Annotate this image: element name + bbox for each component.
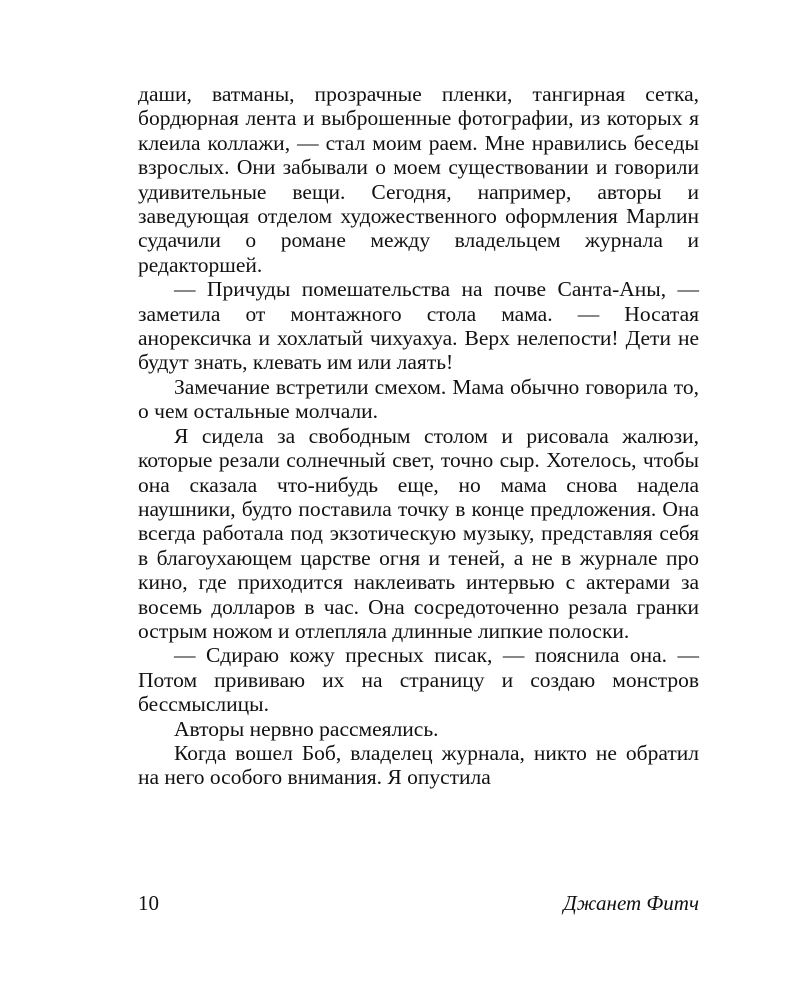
paragraph-continuation: даши, ватманы, прозрачные пленки, тангирная сетка, бордюрная лента и выброшенные фотографии, из которых я клеила коллажи, — стал моим раем. Мне нравились беседы взрослых. Они забывали о моем существовании и говорили удивительные вещи. Сегодня, например, авторы и заведующая отделом художественного оформления Марлин судачили о романе между владельцем журнала и редакторшей. xyxy=(138,82,699,277)
page-number: 10 xyxy=(138,891,159,915)
paragraph-dialogue-writers: — Сдираю кожу пресных писак, — пояснила она. — Потом прививаю их на страницу и создаю монстров бессмыслицы. xyxy=(138,643,699,717)
paragraph-drawing: Я сидела за свободным столом и рисовала жалюзи, которые резали солнечный свет, точно сыр. Хотелось, чтобы она сказала что-нибудь еще, но мама снова надела наушники, будто поставила точку в конце предложения. Она всегда работала под экзотическую музыку, представляя себя в благоухающем царстве огня и теней, а не в журнале про кино, где приходится наклеивать интервью с актерами за восемь долларов в час. Она сосредоточенно резала гранки острым ножом и отлепляла длинные липкие полоски. xyxy=(138,423,699,643)
body-text xyxy=(138,82,699,790)
paragraph-laugh: Авторы нервно рассмеялись. xyxy=(174,716,439,741)
page-footer xyxy=(138,891,699,919)
paragraph-dialogue-mother: — Причуды помешательства на почве Санта-Аны, — заметила от монтажного стола мама. — Носатая анорексичка и хохлатый чихуахуа. Верх нелепости! Дети не будут знать, клевать им или лаять! xyxy=(138,277,699,375)
paragraph-bob: Когда вошел Боб, владелец журнала, никто не обратил на него особого внимания. Я опустила xyxy=(138,740,699,790)
paragraph-remark: Замечание встретили смехом. Мама обычно говорила то, о чем остальные молчали. xyxy=(138,374,699,424)
running-author: Джанет Фитч xyxy=(563,891,699,915)
